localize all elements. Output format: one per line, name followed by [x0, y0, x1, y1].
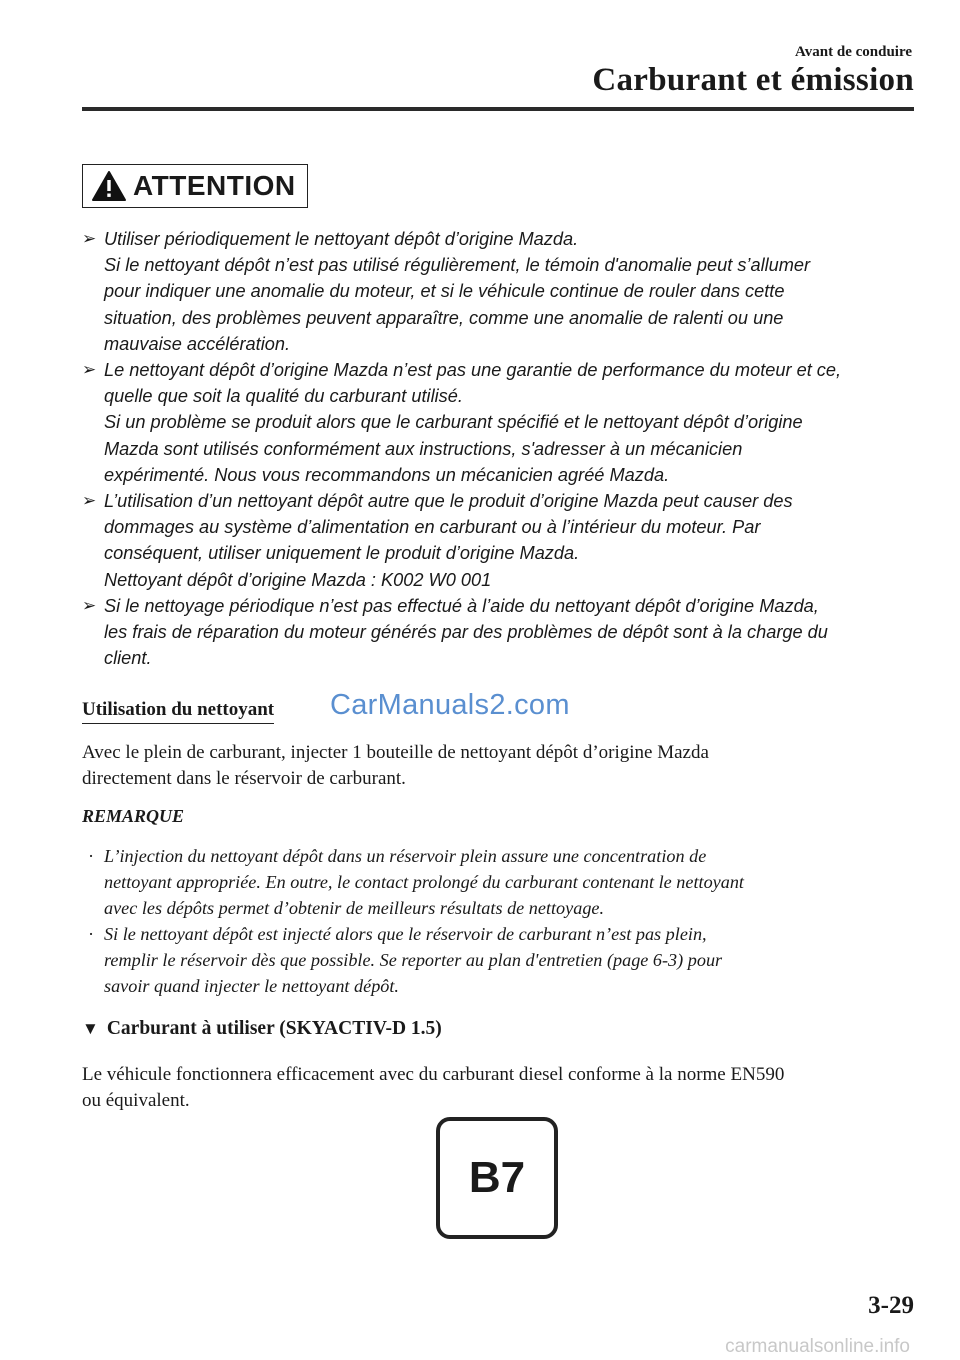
dot-bullet-icon: · — [88, 846, 95, 866]
attention-line: Utiliser périodiquement le nettoyant dépôt d’origine Mazda. — [104, 229, 579, 249]
attention-line: situation, des problèmes peuvent apparaître, comme une anomalie de ralenti ou une — [104, 307, 784, 328]
attention-item — [82, 357, 918, 488]
remark-line: remplir le réservoir dès que possible. Se reporter au plan d'entretien (page 6-3) pour — [104, 950, 723, 970]
attention-line: les frais de réparation du moteur générés par des problèmes de dépôt sont à la charge du — [104, 622, 828, 643]
usage-paragraph — [82, 740, 922, 791]
fuel-label-b7: B7 — [436, 1117, 558, 1239]
remark-line: Si le nettoyant dépôt est injecté alors que le réservoir de carburant n’est pas plein, — [104, 924, 707, 944]
dot-bullet-icon: · — [88, 924, 95, 944]
attention-line: L’utilisation d’un nettoyant dépôt autre que le produit d’origine Mazda peut causer des — [104, 491, 793, 512]
site-watermark: carmanualsonline.info — [725, 1336, 910, 1357]
warning-triangle-icon — [91, 170, 127, 202]
fuel-paragraph — [82, 1062, 922, 1113]
arrow-bullet-icon: ➢ — [82, 229, 97, 248]
attention-box — [82, 164, 308, 208]
remark-line: L’injection du nettoyant dépôt dans un réservoir plein assure une concentration de — [104, 846, 707, 866]
page-title: Carburant et émission — [592, 62, 914, 98]
header-rule — [82, 107, 914, 111]
attention-item — [82, 226, 918, 357]
attention-line: conséquent, utiliser uniquement le produit d’origine Mazda. — [104, 543, 580, 564]
watermark-text: CarManuals2.com — [330, 689, 570, 721]
arrow-bullet-icon: ➢ — [82, 595, 97, 615]
remark-label: REMARQUE — [82, 806, 185, 826]
header-section: Avant de conduire — [795, 44, 912, 60]
attention-line: expérimenté. Nous vous recommandons un mécanicien agréé Mazda. — [104, 464, 670, 485]
attention-line: quelle que soit la qualité du carburant utilisé. — [104, 386, 463, 407]
fuel-heading — [82, 1018, 442, 1040]
fuel-line: Le véhicule fonctionnera efficacement avec du carburant diesel conforme à la norme EN590 — [82, 1064, 785, 1085]
attention-label: ATTENTION — [133, 170, 296, 201]
attention-line: mauvaise accélération. — [104, 333, 291, 354]
attention-line: Si un problème se produit alors que le carburant spécifié et le nettoyant dépôt d’origine — [104, 412, 803, 433]
page-number: 3-29 — [868, 1292, 914, 1319]
attention-line: Si le nettoyage périodique n’est pas effectué à l’aide du nettoyant dépôt d’origine Mazda, — [104, 595, 819, 616]
remark-line: savoir quand injecter le nettoyant dépôt. — [104, 976, 399, 996]
fuel-line: ou équivalent. — [82, 1089, 190, 1111]
remark-line: nettoyant appropriée. En outre, le contact prolongé du carburant contenant le nettoyant — [104, 872, 744, 892]
attention-item — [82, 488, 918, 593]
usage-line: directement dans le réservoir de carburant. — [82, 767, 406, 789]
attention-line: Le nettoyant dépôt d’origine Mazda n’est pas une garantie de performance du moteur et ce, — [104, 360, 842, 381]
remark-item — [88, 843, 918, 921]
attention-line: Nettoyant dépôt d’origine Mazda : K002 W0 001 — [104, 569, 492, 590]
attention-line: Si le nettoyant dépôt n’est pas utilisé régulièrement, le témoin d'anomalie peut s’allumer — [104, 255, 811, 276]
remark-list — [88, 843, 918, 999]
remark-item — [88, 921, 918, 999]
triangle-down-icon: ▼ — [82, 1019, 99, 1038]
arrow-bullet-icon: ➢ — [82, 491, 97, 511]
arrow-bullet-icon: ➢ — [82, 360, 97, 380]
attention-item — [82, 593, 918, 672]
attention-line: pour indiquer une anomalie du moteur, et si le véhicule continue de rouler dans cette — [104, 281, 785, 302]
attention-line: Mazda sont utilisés conformément aux instructions, s'adresser à un mécanicien — [104, 438, 743, 459]
fuel-heading-text: Carburant à utiliser (SKYACTIV-D 1.5) — [106, 1018, 442, 1039]
usage-line: Avec le plein de carburant, injecter 1 bouteille de nettoyant dépôt d’origine Mazda — [82, 742, 709, 763]
attention-line: client. — [104, 648, 152, 669]
usage-heading: Utilisation du nettoyant — [82, 699, 274, 724]
attention-list — [82, 226, 918, 671]
remark-line: avec les dépôts permet d’obtenir de meilleurs résultats de nettoyage. — [104, 898, 605, 918]
attention-line: dommages au système d’alimentation en carburant ou à l’intérieur du moteur. Par — [104, 517, 761, 538]
